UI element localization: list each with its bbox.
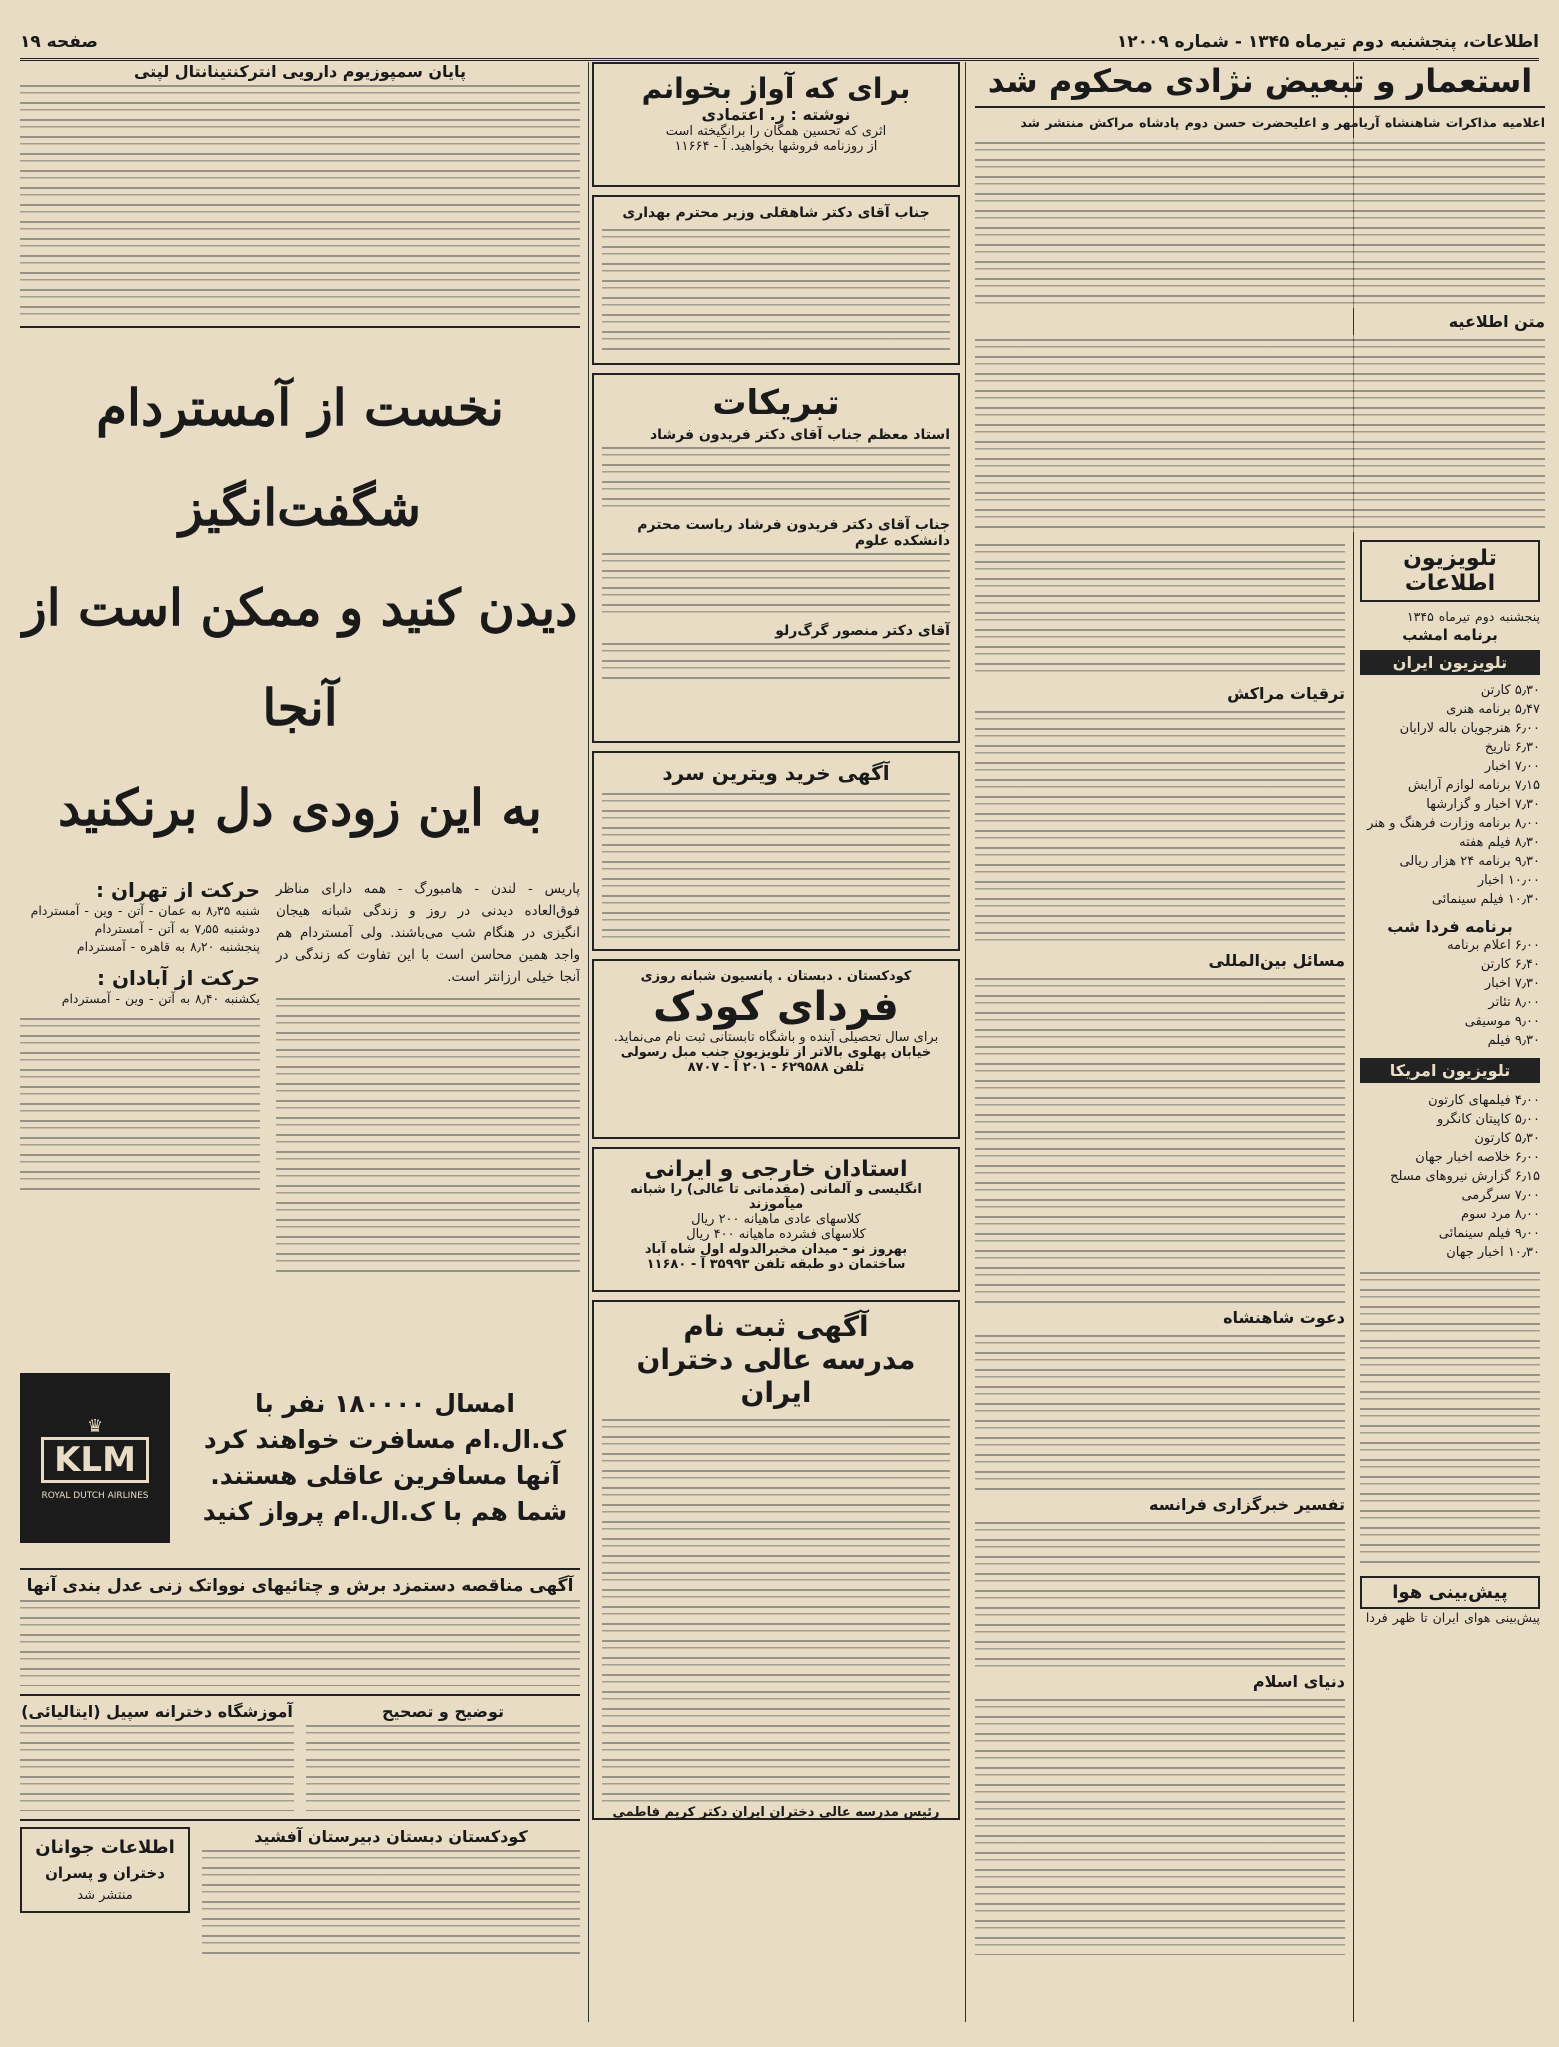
masthead (20, 18, 1539, 61)
correction-text (306, 1721, 580, 1811)
tv-french-schedule (1360, 936, 1540, 1050)
column-rule (965, 62, 966, 2022)
minister-ad-text (602, 225, 950, 350)
tv-item: ۷٫۳۰ اخبار (1484, 976, 1540, 991)
tv-header: تلویزیون اطلاعات (1403, 546, 1497, 596)
registration-school: مدرسه عالی دختران ایران (636, 1343, 916, 1409)
departure-row: یکشنبه ۸٫۴۰ به آتن - وین - آمستردام (61, 991, 260, 1006)
registration-signature: رئیس مدرسه عالی دختران ایران دکتر کریم فاطمی (612, 1805, 940, 1820)
youth-magazine-ad (20, 1827, 190, 1913)
tv-item: ۵٫۳۰ کارتن (1480, 683, 1540, 698)
lead-first-line: اعلامیه مذاکرات شاهنشاه آریامهر و اعلیحضرت حسن دوم پادشاه مراکش منتشر شد (1020, 115, 1545, 130)
departure-row: پنجشنبه ۸٫۲۰ به قاهره - آمستردام (76, 939, 260, 954)
lead-sub-heading: متن اطلاعیه (1448, 312, 1545, 331)
departures (20, 878, 260, 1348)
tv-iran-schedule (1360, 681, 1540, 909)
registration-text (602, 1415, 950, 1805)
depart-tehran: حرکت از تهران : (96, 878, 260, 902)
tv-item: ۵٫۴۷ برنامه هنری (1446, 702, 1540, 717)
lead-text (975, 540, 1345, 680)
song-ad-author: نوشته : ر. اعتمادی (701, 105, 851, 124)
teachers-title: استادان خارجی و ایرانی (644, 1157, 908, 1182)
tv-item: ۶٫۰۰ هنرجویان باله لارایان (1399, 721, 1540, 736)
amsterdam-text: پاریس - لندن - هامبورگ - همه دارای مناظر فوق‌العاده دیدنی در روز و زندگی شبانه هیجان انگیزی در هنگام شب می‌باشند. ولی آمستردام هم واجد همین محاسن است با این تفاوت که زندگی در آنجا خیلی ارزانتر است. (276, 881, 580, 985)
klm-text (190, 1386, 580, 1530)
lead-sub-heading: دنیای اسلام (1252, 1672, 1345, 1691)
masthead-date: اطلاعات، پنجشنبه دوم تیرماه ۱۳۴۵ - شماره ۱۲۰۰۹ (1116, 32, 1539, 52)
cold-display-ad (592, 751, 960, 951)
teachers-line: ساختمان دو طبقه تلفن ۳۵۹۹۳ آ - ۱۱۶۸۰ (646, 1257, 906, 1272)
lead-story-continued (975, 540, 1345, 2020)
lead-text (975, 138, 1545, 308)
congrats-item: آقای دکتر منصور گرگ‌رلو (775, 623, 950, 639)
youth-line: دختران و پسران (45, 1864, 165, 1882)
departure-contact-text (20, 1014, 260, 1194)
congrats-item: استاد معظم جناب آقای دکتر فریدون فرشاد (649, 427, 950, 443)
tv-item: ۸٫۳۰ فیلم هفته (1459, 835, 1540, 850)
tv-item: ۱۰٫۳۰ فیلم سینمائی (1431, 892, 1540, 907)
school2-title: آموزشگاه دخترانه سپیل (ایتالیائی) (21, 1702, 293, 1721)
intercontinental-title: پایان سمپوزیوم دارویی انترکنتینانتال لپتی (133, 62, 467, 81)
klm-line: شما هم با ک.ال.ام پرواز کنید (202, 1497, 568, 1526)
song-ad-line: اثری که تحسین همگان را برانگیخته است (665, 124, 887, 139)
tv-item: ۷٫۱۵ برنامه لوازم آرایش (1407, 778, 1540, 793)
amsterdam-description (276, 878, 580, 1348)
klm-title: امسال ۱۸۰۰۰۰ نفر با (255, 1389, 515, 1418)
amsterdam-more-text (276, 994, 580, 1274)
column-rule (588, 62, 589, 2022)
tv-item: ۶٫۰۰ اعلام برنامه (1447, 938, 1540, 953)
klm-line: آنها مسافرین عاقلی هستند. (210, 1461, 560, 1490)
song-ad-line2: از روزنامه فروشها بخواهید. آ - ۱۱۶۶۴ (674, 139, 878, 154)
teachers-line: بهروز نو - میدان مخبرالدوله اول شاه آباد (644, 1242, 908, 1257)
tv-america-header: تلویزیون امریکا (1360, 1058, 1540, 1083)
tv-item: ۶٫۰۰ خلاصه اخبار جهان (1415, 1150, 1540, 1165)
ads-column (592, 62, 960, 2022)
tv-iran-header: تلویزیون ایران (1360, 650, 1540, 675)
departure-row: شنبه ۸٫۳۵ به عمان - آتن - وین - آمستردام (30, 903, 260, 918)
lead-story (975, 62, 1545, 532)
lead-text (975, 1695, 1345, 1955)
lead-text (975, 1331, 1345, 1491)
tv-item: ۹٫۰۰ موسیقی (1464, 1014, 1540, 1029)
tv-item: ۶٫۱۵ گزارش نیروهای مسلح (1390, 1169, 1540, 1184)
congrats-item: جناب آقای دکتر فریدون فرشاد ریاست محترم دانشکده علوم (637, 517, 950, 549)
bottom-ads (20, 1694, 580, 1811)
klm-ad (20, 1358, 580, 1558)
school2-block (20, 1702, 294, 1811)
kindergarten-line: برای سال تحصیلی آینده و باشگاه تابستانی ثبت نام می‌نماید. (613, 1030, 939, 1045)
klm-line: ک.ال.ام مسافرت خواهند کرد (203, 1425, 567, 1454)
intercontinental-text (20, 81, 580, 316)
congrats-title: تبریکات (712, 383, 840, 423)
lead-text (975, 1518, 1345, 1668)
tv-filler-text (1360, 1268, 1540, 1568)
afshid-row (20, 1819, 580, 1956)
left-column (20, 62, 580, 2022)
tobacco-text (20, 1596, 580, 1686)
afshid-text (202, 1846, 580, 1956)
tv-item: ۴٫۰۰ فیلمهای کارتون (1428, 1093, 1540, 1108)
tv-item: ۸٫۰۰ تئاتر (1488, 995, 1540, 1010)
kindergarten-address: خیابان پهلوی بالاتر از تلویزیون جنب مبل رسولی (620, 1045, 932, 1060)
correction-block (306, 1702, 580, 1811)
tv-item: ۸٫۰۰ مرد سوم (1460, 1207, 1540, 1222)
amsterdam-line2: دیدن کنید و ممکن است از آنجا (22, 578, 578, 737)
depart-abadan: حرکت از آبادان : (97, 966, 260, 990)
kindergarten-phone: تلفن ۶۲۹۵۸۸ - ۲۰۱ آ - ۸۷۰۷ (687, 1060, 865, 1075)
teachers-line: انگلیسی و آلمانی (مقدماتی تا عالی) را شبانه میآموزند (630, 1182, 922, 1212)
tv-header-box (1360, 540, 1540, 602)
tv-america-schedule (1360, 1091, 1540, 1262)
amsterdam-ad (20, 326, 580, 878)
tv-program-title: برنامه امشب (1402, 626, 1498, 644)
weather-text: پیش‌بینی هوای ایران تا ظهر فردا (1365, 1610, 1540, 1625)
youth-line: اطلاعات جوانان (35, 1837, 175, 1858)
lead-text (975, 335, 1545, 532)
departure-row: دوشنبه ۷٫۵۵ به آتن - آمستردام (94, 921, 260, 936)
teachers-ad (592, 1147, 960, 1292)
correction-title: توضیح و تصحیح (381, 1702, 504, 1721)
teachers-line: کلاسهای فشرده ماهیانه ۴۰۰ ریال (686, 1227, 866, 1242)
teachers-line: کلاسهای عادی ماهیانه ۲۰۰ ریال (691, 1212, 861, 1227)
kindergarten-ad (592, 959, 960, 1139)
tv-item: ۷٫۳۰ اخبار و گزارشها (1426, 797, 1540, 812)
lead-sub-heading: دعوت شاهنشاه (1223, 1308, 1345, 1327)
song-ad-title: برای که آواز بخوانم (641, 72, 911, 105)
amsterdam-line1: نخست از آمستردام شگفت‌انگیز (96, 378, 504, 537)
minister-ad (592, 195, 960, 365)
weather-header: پیش‌بینی هوا (1392, 1582, 1508, 1603)
weather-box (1360, 1576, 1540, 1609)
amsterdam-details (20, 878, 580, 1348)
lead-headline: استعمار و تبعیض نژادی محکوم شد (975, 62, 1545, 108)
tv-french-header: برنامه فردا شب (1387, 917, 1513, 936)
page-number: صفحه ۱۹ (20, 32, 98, 52)
tv-date: پنجشنبه دوم تیرماه ۱۳۴۵ (1406, 609, 1540, 624)
youth-line: منتشر شد (77, 1888, 133, 1903)
tv-item: ۵٫۳۰ کارتون (1474, 1131, 1540, 1146)
minister-ad-title: جناب آقای دکتر شاهقلی وزیر محترم بهداری (622, 205, 930, 221)
afshid-title: کودکستان دبستان دبیرستان آفشید (254, 1827, 528, 1846)
lead-sub-heading: تفسیر خبرگزاری فرانسه (1149, 1495, 1345, 1514)
tv-item: ۹٫۳۰ فیلم (1487, 1033, 1540, 1048)
lead-text (975, 974, 1345, 1304)
tv-item: ۱۰٫۰۰ اخبار (1477, 873, 1540, 888)
song-ad (592, 62, 960, 187)
congrats-text (602, 549, 950, 619)
cold-display-title: آگهی خرید ویترین سرد (662, 761, 890, 785)
tv-item: ۶٫۴۰ کارتن (1480, 957, 1540, 972)
tobacco-ad (20, 1568, 580, 1686)
tv-item: ۹٫۳۰ برنامه ۲۴ هزار ریالی (1399, 854, 1540, 869)
tv-item: ۹٫۰۰ فیلم سینمائی (1438, 1226, 1540, 1241)
amsterdam-line3: به این زودی دل برنکنید (58, 778, 542, 837)
registration-ad (592, 1300, 960, 1820)
tv-item: ۱۰٫۳۰ اخبار جهان (1446, 1245, 1540, 1260)
klm-logo-text: KLM (41, 1437, 149, 1483)
registration-title: آگهی ثبت نام (683, 1310, 869, 1343)
kindergarten-title: فردای کودک (653, 984, 899, 1030)
congrats-ad (592, 373, 960, 743)
cold-display-text (602, 789, 950, 939)
tv-item: ۷٫۰۰ سرگرمی (1461, 1188, 1540, 1203)
congrats-text (602, 443, 950, 513)
tv-item: ۵٫۰۰ کاپیتان کانگرو (1437, 1112, 1540, 1127)
lead-text (975, 707, 1345, 947)
school2-text (20, 1721, 294, 1811)
tobacco-title: آگهی مناقصه دستمزد برش و چتائیهای نوواتک زنی عدل بندی آنها (26, 1576, 574, 1596)
kindergarten-top: کودکستان . دبستان . پانسیون شبانه روزی (640, 969, 912, 984)
afshid-block (202, 1827, 580, 1956)
tv-column (1360, 540, 1540, 2020)
lead-sub-heading: مسائل بین‌المللی (1208, 951, 1345, 970)
lead-sub-heading: ترقیات مراکش (1227, 684, 1345, 703)
tv-item: ۷٫۰۰ اخبار (1484, 759, 1540, 774)
klm-logo (20, 1373, 170, 1543)
tv-item: ۸٫۰۰ برنامه وزارت فرهنگ و هنر (1367, 816, 1540, 831)
congrats-text (602, 639, 950, 679)
tv-item: ۶٫۳۰ تاریخ (1484, 740, 1540, 755)
crown-icon: ♛ (86, 1415, 104, 1437)
klm-logo-sub: ROYAL DUTCH AIRLINES (41, 1490, 149, 1501)
